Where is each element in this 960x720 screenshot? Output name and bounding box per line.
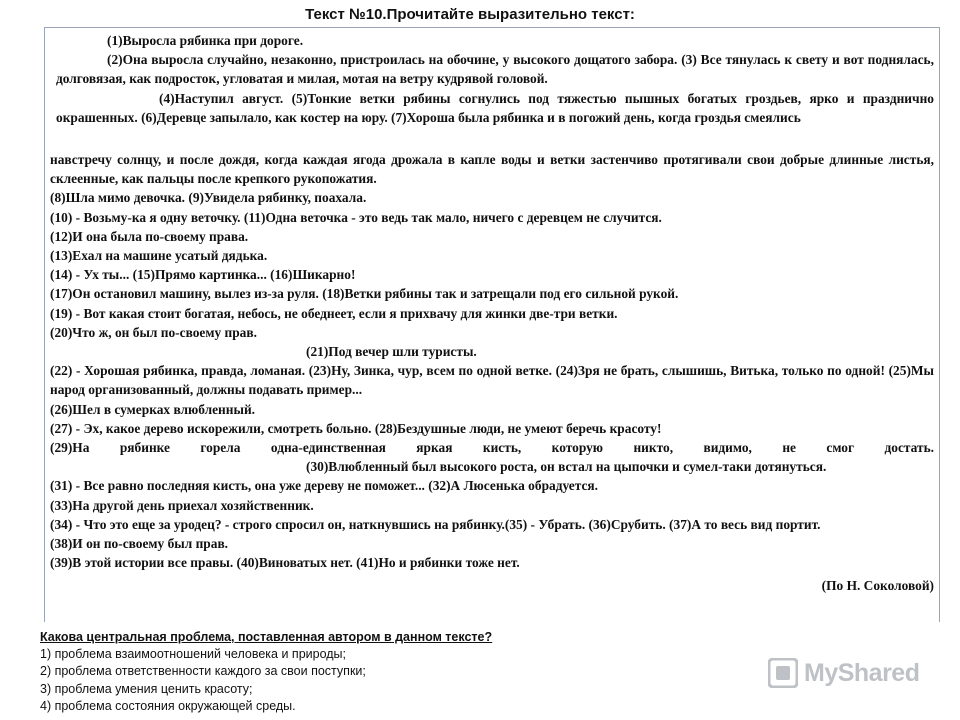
text-line: (14) - Ух ты... (15)Прямо картинка... (16)Шикарно! bbox=[50, 267, 356, 283]
answer-option: 4) проблема состояния окружающей среды. bbox=[40, 698, 296, 713]
text-line: (21)Под вечер шли туристы. bbox=[306, 344, 477, 360]
text-line: (26)Шел в сумерках влюбленный. bbox=[50, 401, 256, 417]
watermark-text: MyShared bbox=[804, 658, 920, 687]
text-line: (20)Что ж, он был по-своему прав. bbox=[50, 324, 257, 340]
answer-option: 2) проблема ответственности каждого за свои поступки; bbox=[40, 664, 366, 679]
text-line: (17)Он остановил машину, вылез из-за руля. (18)Ветки рябины так и затрещали под его сильной рукой. bbox=[50, 286, 679, 302]
text-line: (29)На рябинке горела одна-единственная яркая кисть, которую никто, видимо, не смог достать. bbox=[50, 440, 934, 456]
text-line: (10) - Возьму-ка я одну веточку. (11)Одна веточка - это ведь так мало, ничего с деревцем не случится. bbox=[50, 209, 662, 225]
myshared-watermark bbox=[768, 656, 938, 690]
text-frame bbox=[44, 27, 940, 622]
text-line: (27) - Эх, какое дерево искорежили, смотреть больно. (28)Бездушные люди, не умеют беречь красоту! bbox=[50, 420, 662, 436]
text-line: (39)В этой истории все правы. (40)Виноватых нет. (41)Но и рябинки тоже нет. bbox=[50, 555, 520, 571]
sentence-1: (1)Выросла рябинка при дороге. bbox=[107, 33, 304, 48]
text-line: (30)Влюбленный был высокого роста, он встал на цыпочки и сумел-таки дотянуться. bbox=[306, 459, 827, 475]
text-line: (8)Шла мимо девочка. (9)Увидела рябинку, поахала. bbox=[50, 190, 367, 206]
text-line: (38)И он по-своему был прав. bbox=[50, 536, 229, 552]
page-title: Текст №10.Прочитайте выразительно текст: bbox=[305, 6, 635, 23]
attribution: (По Н. Соколовой) bbox=[821, 578, 934, 594]
text-bottom-block bbox=[50, 150, 934, 596]
text-top-block bbox=[56, 31, 934, 127]
question-text: Какова центральная проблема, поставленная автором в данном тексте? bbox=[40, 630, 493, 644]
answer-option: 3) проблема умения ценить красоту; bbox=[40, 681, 253, 696]
myshared-logo-icon bbox=[768, 658, 798, 688]
text-line: (31) - Все равно последняя кисть, она уже дереву не поможет... (32)А Люсенька обрадуется. bbox=[50, 478, 598, 494]
question-block bbox=[40, 629, 660, 715]
paragraph-2: (2)Она выросла случайно, незаконно, пристроилась на обочине, у высокого дощатого забора. (3) Все тянулась к свету и вот поднялась, долговязая, как подросток, угловатая и милая, мотая на ветру кудрявой головой. bbox=[56, 52, 934, 87]
text-line: (34) - Что это еще за уродец? - строго спросил он, наткнувшись на рябинку.(35) - Убрать. (36)Срубить. (37)А то весь вид портит. bbox=[50, 516, 821, 532]
paragraph-3: (4)Наступил август. (5)Тонкие ветки рябины согнулись под тяжестью пышных богатых гроздьев, ярко и празднично окрашенных. (6)Деревце запылало, как костер на юру. (7)Хороша была рябинка и в погожий день, когда гроздья смеялись bbox=[56, 90, 934, 125]
text-line: навстречу солнцу, и после дождя, когда каждая ягода дрожала в капле воды и ветки застенчиво протягивали свои добрые длинные листья, склеенные, как пальцы после крепкого рукопожатия. bbox=[50, 152, 934, 187]
answer-option: 1) проблема взаимоотношений человека и природы; bbox=[40, 647, 347, 662]
text-line: (13)Ехал на машине усатый дядька. bbox=[50, 248, 268, 264]
text-line: (19) - Вот какая стоит богатая, небось, не обеднеет, если я прихвачу для жинки две-три ветки. bbox=[50, 305, 618, 321]
text-line: (22) - Хорошая рябинка, правда, ломаная. (23)Ну, Зинка, чур, всем по одной ветке. (24)Зря не брать, слышишь, Витька, только по одной! (25)Мы народ организованный, должны подавать пример... bbox=[50, 363, 934, 398]
text-line: (33)На другой день приехал хозяйственник. bbox=[50, 497, 314, 513]
text-line: (12)И она была по-своему права. bbox=[50, 228, 249, 244]
